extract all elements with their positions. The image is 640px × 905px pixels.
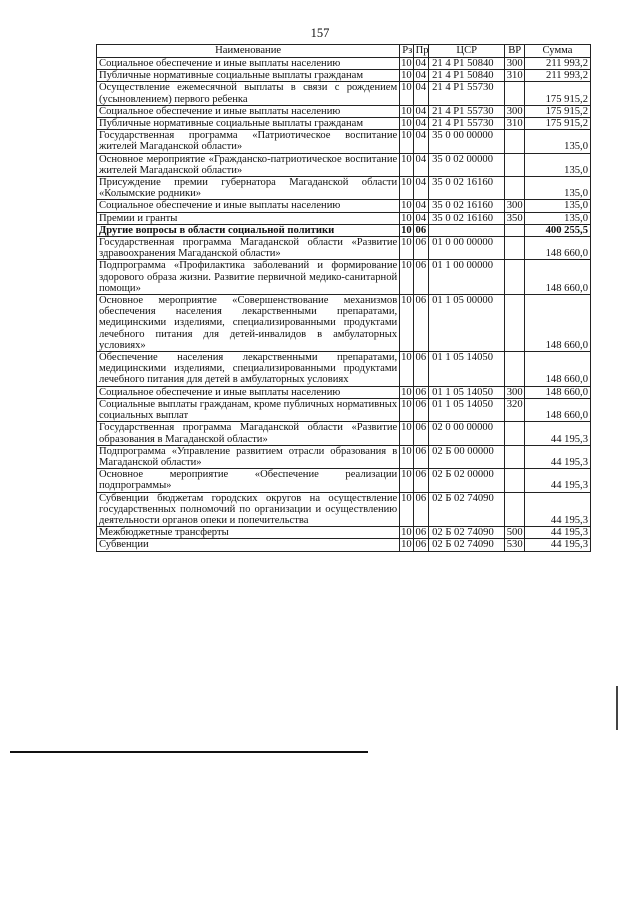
row-vr-cell: 300 — [506, 58, 523, 69]
table-row — [97, 527, 591, 539]
row-sum-cell: 148 660,0 — [524, 386, 590, 398]
row-csr-cell: 02 Б 02 74090 — [429, 539, 505, 551]
row-pr-cell: 06 — [413, 398, 428, 421]
row-csr-cell: 21 4 Р1 55730 — [429, 82, 505, 105]
row-name-cell: Присуждение премии губернатора Магаданской области «Колымские родники» — [97, 177, 400, 200]
row-sum-cell: 135,0 — [524, 200, 590, 212]
row-vr-cell — [505, 224, 525, 236]
row-name-cell: Другие вопросы в области социальной политики — [97, 224, 400, 236]
row-pr-cell: 04 — [413, 200, 428, 212]
row-name-cell: Публичные нормативные социальные выплаты гражданам — [97, 118, 400, 130]
row-csr-cell — [429, 224, 505, 236]
row-name-cell: Субвенции бюджетам городских округов на осуществление государственных полномочий по организации и осуществлению деятельности органов опеки и попечительства — [97, 492, 400, 527]
header-name: Наименование — [97, 45, 400, 58]
row-sum-cell: 135,0 — [524, 153, 590, 176]
row-name-cell: Публичные нормативные социальные выплаты гражданам — [97, 70, 400, 82]
table-row — [97, 539, 591, 551]
row-sum-cell: 175 915,2 — [524, 82, 590, 105]
scan-edge-mark — [616, 686, 618, 730]
row-pr-cell: 04 — [413, 118, 428, 130]
table-row — [97, 58, 591, 70]
row-rz-cell: 10 — [401, 527, 412, 539]
row-vr-cell — [505, 177, 525, 200]
footnote-separator-line — [10, 751, 368, 753]
table-row — [97, 70, 591, 82]
table-row — [97, 445, 591, 468]
row-csr-cell: 02 Б 02 74090 — [429, 527, 505, 539]
row-name-cell: Субвенции — [97, 539, 400, 551]
row-pr-cell: 04 — [413, 105, 428, 117]
row-vr-cell — [505, 492, 525, 527]
row-csr-cell: 01 1 05 00000 — [429, 295, 505, 352]
row-vr-cell — [505, 422, 525, 445]
row-name-cell: Социальное обеспечение и иные выплаты населению — [97, 105, 400, 117]
row-rz-cell: 10 — [401, 224, 412, 236]
row-sum-cell: 44 195,3 — [524, 445, 590, 468]
row-name-cell: Основное мероприятие «Гражданско-патриотическое воспитание жителей Магаданской области» — [97, 153, 400, 176]
row-csr-cell: 35 0 02 16160 — [429, 200, 505, 212]
table-body — [97, 58, 591, 552]
row-rz-cell: 10 — [400, 469, 413, 492]
row-sum-cell: 148 660,0 — [524, 398, 590, 421]
table-row — [97, 212, 591, 224]
table-row — [97, 105, 591, 117]
row-pr-cell: 06 — [413, 224, 428, 236]
table-row — [97, 237, 591, 260]
row-vr-cell: 350 — [506, 212, 523, 224]
row-sum-cell: 44 195,3 — [524, 527, 590, 539]
row-vr-cell: 300 — [506, 105, 523, 117]
row-pr-cell: 06 — [413, 539, 428, 551]
row-vr-cell — [505, 295, 525, 352]
row-rz-cell: 10 — [400, 422, 413, 445]
row-vr-cell — [505, 82, 525, 105]
header-vr: ВР — [505, 45, 525, 58]
row-vr-cell — [505, 445, 525, 468]
row-pr-cell: 06 — [413, 352, 428, 387]
row-pr-cell: 06 — [413, 445, 428, 468]
row-rz-cell: 10 — [401, 200, 412, 212]
row-vr-cell — [505, 352, 525, 387]
table-row — [97, 153, 591, 176]
row-csr-cell: 21 4 Р1 50840 — [429, 58, 505, 70]
row-csr-cell: 21 4 Р1 55730 — [429, 118, 505, 130]
row-sum-cell: 148 660,0 — [524, 295, 590, 352]
row-name-cell: Государственная программа Магаданской области «Развитие образования в Магаданской области» — [97, 422, 400, 445]
row-vr-cell: 300 — [506, 200, 523, 212]
row-name-cell: Межбюджетные трансферты — [97, 527, 400, 539]
row-pr-cell: 04 — [413, 212, 428, 224]
row-pr-cell: 04 — [413, 58, 428, 70]
header-sum: Сумма — [524, 45, 590, 58]
row-sum-cell: 148 660,0 — [524, 260, 590, 295]
row-rz-cell: 10 — [400, 398, 413, 421]
row-rz-cell: 10 — [400, 492, 413, 527]
row-csr-cell: 35 0 02 16160 — [429, 212, 505, 224]
row-vr-cell: 320 — [505, 398, 525, 421]
row-rz-cell: 10 — [400, 82, 413, 105]
row-rz-cell: 10 — [400, 177, 413, 200]
row-sum-cell: 148 660,0 — [524, 352, 590, 387]
row-name-cell: Государственная программа «Патриотическое воспитание жителей Магаданской области» — [97, 130, 400, 153]
table-row — [97, 492, 591, 527]
row-name-cell: Основное мероприятие «Обеспечение реализации подпрограммы» — [97, 469, 400, 492]
row-sum-cell: 175 915,2 — [524, 118, 590, 130]
table-row — [97, 82, 591, 105]
row-vr-cell: 300 — [506, 386, 523, 398]
header-pr: Пр — [413, 45, 428, 58]
table-row — [97, 422, 591, 445]
table-row — [97, 200, 591, 212]
table-row — [97, 130, 591, 153]
page-number: 157 — [310, 26, 330, 40]
row-pr-cell: 06 — [413, 386, 428, 398]
row-vr-cell: 310 — [506, 70, 523, 82]
row-csr-cell: 35 0 02 16160 — [429, 177, 505, 200]
row-vr-cell: 310 — [506, 118, 523, 130]
row-name-cell: Основное мероприятие «Совершенствование механизмов обеспечения населения лекарственными препаратами, медицинскими изделиями, специализированными продуктами лечебного питания для детей-инвалидов в амбулаторных условиях» — [97, 295, 400, 352]
row-csr-cell: 35 0 02 00000 — [429, 153, 505, 176]
row-sum-cell: 135,0 — [524, 212, 590, 224]
budget-table — [96, 44, 591, 552]
row-name-cell: Осуществление ежемесячной выплаты в связи с рождением (усыновлением) первого ребенка — [97, 82, 400, 105]
row-vr-cell: 530 — [506, 539, 523, 551]
row-rz-cell: 10 — [401, 105, 412, 117]
row-pr-cell: 06 — [413, 469, 428, 492]
row-rz-cell: 10 — [400, 445, 413, 468]
row-sum-cell: 44 195,3 — [524, 492, 590, 527]
row-pr-cell: 04 — [413, 82, 428, 105]
row-csr-cell: 01 1 05 14050 — [429, 398, 505, 421]
row-name-cell: Подпрограмма «Профилактика заболеваний и формирование здорового образа жизни. Развитие первичной медико-санитарной помощи» — [97, 260, 400, 295]
row-csr-cell: 02 Б 02 74090 — [429, 492, 505, 527]
row-rz-cell: 10 — [401, 386, 412, 398]
header-rz: Рз — [400, 45, 413, 58]
row-vr-cell: 500 — [506, 527, 523, 539]
row-name-cell: Подпрограмма «Управление развитием отрасли образования в Магаданской области» — [97, 445, 400, 468]
row-sum-cell: 135,0 — [524, 177, 590, 200]
row-name-cell: Социальные выплаты гражданам, кроме публичных нормативных социальных выплат — [97, 398, 400, 421]
row-pr-cell: 06 — [413, 237, 428, 260]
row-vr-cell — [505, 153, 525, 176]
row-sum-cell: 148 660,0 — [524, 237, 590, 260]
row-csr-cell: 01 0 00 00000 — [429, 237, 505, 260]
row-pr-cell: 04 — [413, 130, 428, 153]
row-csr-cell: 35 0 00 00000 — [429, 130, 505, 153]
row-rz-cell: 10 — [401, 118, 412, 130]
row-sum-cell: 44 195,3 — [524, 422, 590, 445]
row-sum-cell: 400 255,5 — [524, 224, 590, 236]
row-csr-cell: 01 1 05 14050 — [429, 352, 505, 387]
row-rz-cell: 10 — [400, 260, 413, 295]
row-rz-cell: 10 — [401, 212, 412, 224]
table-row — [97, 386, 591, 398]
row-rz-cell: 10 — [400, 237, 413, 260]
row-pr-cell: 06 — [413, 492, 428, 527]
row-pr-cell: 06 — [413, 527, 428, 539]
row-rz-cell: 10 — [400, 153, 413, 176]
row-vr-cell — [505, 469, 525, 492]
table-row — [97, 260, 591, 295]
row-name-cell: Обеспечение населения лекарственными препаратами, медицинскими изделиями, специализированными продуктами лечебного питания для детей в амбулаторных условиях — [97, 352, 400, 387]
row-pr-cell: 04 — [413, 177, 428, 200]
row-rz-cell: 10 — [401, 70, 412, 82]
header-csr: ЦСР — [429, 45, 505, 58]
table-row — [97, 469, 591, 492]
row-csr-cell: 02 Б 02 00000 — [429, 469, 505, 492]
row-csr-cell: 01 1 05 14050 — [429, 386, 505, 398]
table-header-row — [97, 45, 591, 58]
row-sum-cell: 44 195,3 — [524, 539, 590, 551]
row-rz-cell: 10 — [401, 58, 412, 69]
row-vr-cell — [505, 237, 525, 260]
row-vr-cell — [505, 130, 525, 153]
row-pr-cell: 06 — [413, 422, 428, 445]
table-row — [97, 224, 591, 236]
row-name-cell: Социальное обеспечение и иные выплаты населению — [97, 200, 400, 212]
row-name-cell: Премии и гранты — [97, 212, 400, 224]
row-csr-cell: 02 Б 00 00000 — [429, 445, 505, 468]
row-csr-cell: 01 1 00 00000 — [429, 260, 505, 295]
table-row — [97, 352, 591, 387]
row-sum-cell: 175 915,2 — [524, 105, 590, 117]
row-csr-cell: 21 4 Р1 50840 — [429, 70, 505, 82]
row-rz-cell: 10 — [400, 130, 413, 153]
table-row — [97, 177, 591, 200]
row-vr-cell — [505, 260, 525, 295]
table-row — [97, 398, 591, 421]
row-sum-cell: 211 993,2 — [524, 70, 590, 82]
row-rz-cell: 10 — [400, 295, 413, 352]
table-row — [97, 118, 591, 130]
row-name-cell: Государственная программа Магаданской области «Развитие здравоохранения Магаданской области» — [97, 237, 400, 260]
row-pr-cell: 06 — [413, 260, 428, 295]
row-pr-cell: 04 — [413, 153, 428, 176]
row-rz-cell: 10 — [400, 352, 413, 387]
table-row — [97, 295, 591, 352]
row-sum-cell: 211 993,2 — [524, 58, 590, 70]
row-pr-cell: 04 — [413, 70, 428, 82]
row-csr-cell: 02 0 00 00000 — [429, 422, 505, 445]
row-rz-cell: 10 — [401, 539, 412, 551]
row-sum-cell: 135,0 — [524, 130, 590, 153]
row-name-cell: Социальное обеспечение и иные выплаты населению — [97, 386, 400, 398]
row-pr-cell: 06 — [413, 295, 428, 352]
row-csr-cell: 21 4 Р1 55730 — [429, 105, 505, 117]
row-name-cell: Социальное обеспечение и иные выплаты населению — [97, 58, 400, 70]
row-sum-cell: 44 195,3 — [524, 469, 590, 492]
